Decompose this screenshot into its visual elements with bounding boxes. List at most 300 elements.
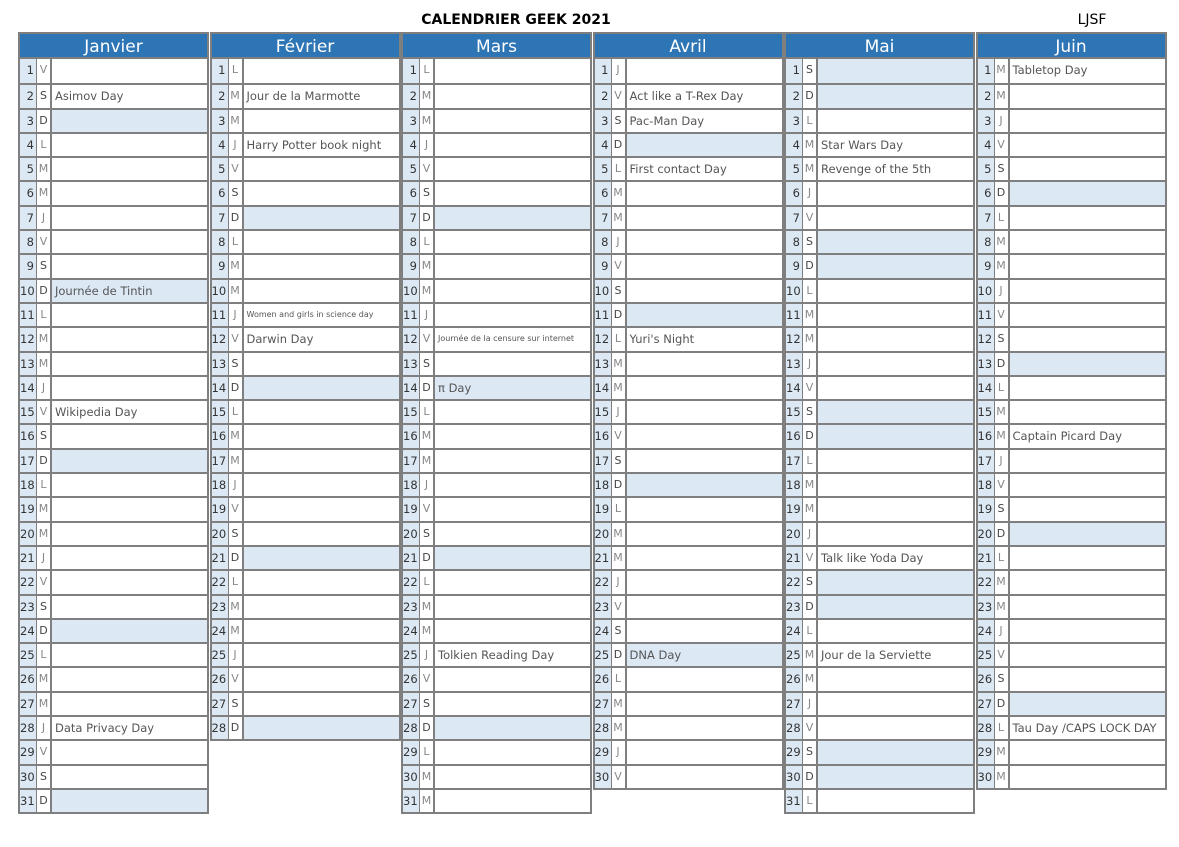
day-number: 8 bbox=[403, 231, 420, 253]
day-number: 28 bbox=[786, 717, 803, 739]
day-row[interactable] bbox=[786, 326, 973, 350]
day-row[interactable] bbox=[20, 496, 207, 520]
day-row[interactable] bbox=[403, 253, 590, 277]
day-row[interactable] bbox=[20, 472, 207, 496]
day-of-week: J bbox=[37, 207, 52, 229]
day-row[interactable] bbox=[786, 351, 973, 375]
day-row[interactable] bbox=[403, 156, 590, 180]
day-row[interactable] bbox=[20, 326, 207, 350]
day-row[interactable] bbox=[786, 545, 973, 569]
day-row[interactable] bbox=[403, 59, 590, 83]
day-number: 18 bbox=[20, 474, 37, 496]
day-number: 6 bbox=[595, 182, 612, 204]
day-of-week: S bbox=[420, 523, 435, 545]
day-number: 19 bbox=[786, 498, 803, 520]
day-row[interactable] bbox=[978, 253, 1165, 277]
day-row[interactable] bbox=[403, 423, 590, 447]
day-row[interactable] bbox=[595, 472, 782, 496]
day-row[interactable] bbox=[212, 666, 399, 690]
day-row[interactable] bbox=[978, 764, 1165, 788]
day-of-week: V bbox=[420, 158, 435, 180]
day-row[interactable] bbox=[786, 205, 973, 229]
day-row[interactable] bbox=[978, 594, 1165, 618]
day-row[interactable] bbox=[786, 253, 973, 277]
day-row[interactable] bbox=[595, 326, 782, 350]
day-row[interactable] bbox=[595, 521, 782, 545]
day-of-week: D bbox=[229, 207, 244, 229]
day-row[interactable] bbox=[786, 739, 973, 763]
day-number: 1 bbox=[978, 59, 995, 83]
day-event bbox=[52, 498, 207, 520]
day-row[interactable] bbox=[786, 715, 973, 739]
day-of-week: D bbox=[37, 280, 52, 302]
day-row[interactable] bbox=[212, 253, 399, 277]
day-number: 19 bbox=[403, 498, 420, 520]
day-of-week: D bbox=[229, 377, 244, 399]
day-of-week: S bbox=[37, 85, 52, 107]
day-row[interactable] bbox=[403, 594, 590, 618]
day-row[interactable] bbox=[786, 132, 973, 156]
day-event bbox=[1010, 110, 1165, 132]
day-row[interactable] bbox=[20, 691, 207, 715]
day-row[interactable] bbox=[595, 132, 782, 156]
day-row[interactable] bbox=[978, 739, 1165, 763]
day-number: 16 bbox=[20, 425, 37, 447]
day-row[interactable] bbox=[20, 302, 207, 326]
day-row[interactable] bbox=[212, 448, 399, 472]
day-number: 1 bbox=[786, 59, 803, 83]
day-row[interactable] bbox=[20, 229, 207, 253]
day-row[interactable] bbox=[212, 691, 399, 715]
day-of-week: J bbox=[229, 304, 244, 326]
day-event bbox=[1010, 668, 1165, 690]
day-row[interactable] bbox=[786, 423, 973, 447]
day-number: 5 bbox=[595, 158, 612, 180]
day-row[interactable] bbox=[20, 83, 207, 107]
day-of-week: J bbox=[37, 547, 52, 569]
day-row[interactable] bbox=[978, 326, 1165, 350]
day-row[interactable] bbox=[403, 448, 590, 472]
day-of-week: L bbox=[229, 571, 244, 593]
day-row[interactable] bbox=[786, 521, 973, 545]
day-of-week: M bbox=[37, 158, 52, 180]
day-row[interactable] bbox=[403, 375, 590, 399]
day-row[interactable] bbox=[403, 229, 590, 253]
day-row[interactable] bbox=[595, 496, 782, 520]
day-number: 22 bbox=[978, 571, 995, 593]
day-row[interactable] bbox=[403, 472, 590, 496]
day-row[interactable] bbox=[20, 205, 207, 229]
day-event bbox=[52, 766, 207, 788]
day-of-week: V bbox=[229, 498, 244, 520]
day-row[interactable] bbox=[403, 618, 590, 642]
day-row[interactable] bbox=[20, 59, 207, 83]
day-of-week: M bbox=[995, 766, 1010, 788]
day-of-week: S bbox=[803, 231, 818, 253]
day-row[interactable] bbox=[978, 521, 1165, 545]
day-row[interactable] bbox=[212, 132, 399, 156]
day-event bbox=[244, 231, 399, 253]
day-of-week: J bbox=[995, 620, 1010, 642]
day-number: 23 bbox=[978, 596, 995, 618]
day-row[interactable] bbox=[786, 472, 973, 496]
day-event bbox=[627, 401, 782, 423]
day-row[interactable] bbox=[212, 108, 399, 132]
day-of-week: L bbox=[420, 59, 435, 83]
day-row[interactable] bbox=[595, 764, 782, 788]
day-row[interactable] bbox=[978, 302, 1165, 326]
day-number: 5 bbox=[978, 158, 995, 180]
day-event bbox=[244, 571, 399, 593]
day-row[interactable] bbox=[978, 278, 1165, 302]
day-row[interactable] bbox=[978, 375, 1165, 399]
day-row[interactable] bbox=[978, 618, 1165, 642]
day-of-week: D bbox=[803, 596, 818, 618]
day-of-week: M bbox=[229, 255, 244, 277]
day-event bbox=[627, 425, 782, 447]
day-row[interactable] bbox=[403, 521, 590, 545]
day-row[interactable] bbox=[212, 229, 399, 253]
day-number: 26 bbox=[212, 668, 229, 690]
day-number: 6 bbox=[978, 182, 995, 204]
day-row[interactable] bbox=[20, 521, 207, 545]
day-of-week: D bbox=[37, 450, 52, 472]
day-row[interactable] bbox=[595, 423, 782, 447]
day-row[interactable] bbox=[595, 448, 782, 472]
day-row[interactable] bbox=[786, 691, 973, 715]
day-row[interactable] bbox=[20, 108, 207, 132]
day-number: 9 bbox=[20, 255, 37, 277]
day-row[interactable] bbox=[20, 278, 207, 302]
day-event bbox=[52, 693, 207, 715]
day-row[interactable] bbox=[403, 108, 590, 132]
day-number: 12 bbox=[978, 328, 995, 350]
day-event bbox=[435, 766, 590, 788]
day-event bbox=[627, 280, 782, 302]
day-of-week: V bbox=[995, 644, 1010, 666]
day-row[interactable] bbox=[786, 278, 973, 302]
day-row[interactable] bbox=[20, 375, 207, 399]
day-event bbox=[52, 255, 207, 277]
day-row[interactable] bbox=[978, 108, 1165, 132]
day-row[interactable] bbox=[20, 351, 207, 375]
day-row[interactable] bbox=[595, 156, 782, 180]
day-row[interactable] bbox=[786, 156, 973, 180]
day-row[interactable] bbox=[403, 496, 590, 520]
day-row[interactable] bbox=[212, 278, 399, 302]
day-row[interactable] bbox=[786, 399, 973, 423]
day-number: 19 bbox=[212, 498, 229, 520]
day-row[interactable] bbox=[212, 618, 399, 642]
day-of-week: L bbox=[803, 790, 818, 812]
day-number: 28 bbox=[978, 717, 995, 739]
day-number: 20 bbox=[212, 523, 229, 545]
day-row[interactable] bbox=[20, 715, 207, 739]
day-row[interactable] bbox=[786, 594, 973, 618]
day-event bbox=[52, 304, 207, 326]
day-event bbox=[1010, 280, 1165, 302]
day-row[interactable] bbox=[20, 666, 207, 690]
day-row[interactable] bbox=[212, 423, 399, 447]
day-row[interactable] bbox=[212, 156, 399, 180]
day-event bbox=[244, 377, 399, 399]
day-number: 15 bbox=[20, 401, 37, 423]
day-number: 6 bbox=[212, 182, 229, 204]
day-row[interactable] bbox=[20, 448, 207, 472]
day-row[interactable] bbox=[403, 351, 590, 375]
day-row[interactable] bbox=[403, 715, 590, 739]
day-row[interactable] bbox=[212, 521, 399, 545]
day-row[interactable] bbox=[212, 302, 399, 326]
day-number: 25 bbox=[978, 644, 995, 666]
day-event bbox=[1010, 766, 1165, 788]
day-row[interactable] bbox=[595, 83, 782, 107]
day-row[interactable] bbox=[20, 132, 207, 156]
day-row[interactable] bbox=[595, 666, 782, 690]
day-row[interactable] bbox=[403, 545, 590, 569]
day-event bbox=[1010, 255, 1165, 277]
day-of-week: J bbox=[612, 401, 627, 423]
day-row[interactable] bbox=[212, 83, 399, 107]
day-of-week: M bbox=[612, 693, 627, 715]
day-row[interactable] bbox=[20, 642, 207, 666]
day-of-week: S bbox=[612, 450, 627, 472]
day-event bbox=[818, 231, 973, 253]
day-number: 29 bbox=[786, 741, 803, 763]
day-number: 23 bbox=[212, 596, 229, 618]
day-row[interactable] bbox=[212, 326, 399, 350]
day-of-week: L bbox=[420, 401, 435, 423]
day-event: Revenge of the 5th bbox=[821, 162, 932, 177]
day-row[interactable] bbox=[403, 666, 590, 690]
day-row[interactable] bbox=[20, 618, 207, 642]
day-event bbox=[818, 377, 973, 399]
day-row[interactable] bbox=[595, 569, 782, 593]
day-row[interactable] bbox=[212, 496, 399, 520]
day-row[interactable] bbox=[978, 83, 1165, 107]
day-row[interactable] bbox=[978, 642, 1165, 666]
day-number: 24 bbox=[403, 620, 420, 642]
day-row[interactable] bbox=[595, 399, 782, 423]
day-row[interactable] bbox=[786, 59, 973, 83]
day-event bbox=[1010, 85, 1165, 107]
day-event bbox=[52, 571, 207, 593]
day-event bbox=[1010, 158, 1165, 180]
day-row[interactable] bbox=[212, 375, 399, 399]
day-event: Jour de la Serviette bbox=[821, 648, 932, 663]
day-row[interactable] bbox=[212, 569, 399, 593]
day-row[interactable] bbox=[403, 764, 590, 788]
day-row[interactable] bbox=[595, 59, 782, 83]
day-row[interactable] bbox=[403, 691, 590, 715]
day-row[interactable] bbox=[403, 569, 590, 593]
day-list bbox=[18, 59, 209, 814]
day-row[interactable] bbox=[595, 205, 782, 229]
day-row[interactable] bbox=[595, 229, 782, 253]
day-row[interactable] bbox=[595, 594, 782, 618]
day-number: 25 bbox=[786, 644, 803, 666]
day-row[interactable] bbox=[212, 642, 399, 666]
day-row[interactable] bbox=[20, 594, 207, 618]
day-row[interactable] bbox=[978, 399, 1165, 423]
day-of-week: M bbox=[803, 158, 818, 180]
day-row[interactable] bbox=[786, 666, 973, 690]
day-row[interactable] bbox=[403, 278, 590, 302]
day-row[interactable] bbox=[786, 180, 973, 204]
day-row[interactable] bbox=[212, 472, 399, 496]
day-row[interactable] bbox=[595, 108, 782, 132]
day-number: 7 bbox=[212, 207, 229, 229]
day-row[interactable] bbox=[978, 229, 1165, 253]
day-row[interactable] bbox=[978, 545, 1165, 569]
day-number: 8 bbox=[212, 231, 229, 253]
day-of-week: M bbox=[229, 110, 244, 132]
day-row[interactable] bbox=[595, 375, 782, 399]
day-row[interactable] bbox=[20, 788, 207, 812]
day-row[interactable] bbox=[786, 302, 973, 326]
day-event bbox=[1010, 377, 1165, 399]
day-row[interactable] bbox=[403, 326, 590, 350]
day-row[interactable] bbox=[595, 180, 782, 204]
day-row[interactable] bbox=[403, 205, 590, 229]
day-row[interactable] bbox=[595, 715, 782, 739]
day-row[interactable] bbox=[595, 545, 782, 569]
day-of-week: J bbox=[803, 182, 818, 204]
day-number: 25 bbox=[212, 644, 229, 666]
day-row[interactable] bbox=[20, 739, 207, 763]
day-of-week: V bbox=[37, 231, 52, 253]
day-row[interactable] bbox=[786, 229, 973, 253]
day-event: Talk like Yoda Day bbox=[821, 550, 924, 565]
day-of-week: D bbox=[995, 523, 1010, 545]
day-row[interactable] bbox=[20, 156, 207, 180]
day-row[interactable] bbox=[978, 448, 1165, 472]
day-event bbox=[435, 717, 590, 739]
day-row[interactable] bbox=[20, 423, 207, 447]
day-event: Tabletop Day bbox=[1012, 63, 1088, 77]
month-header: Avril bbox=[593, 32, 784, 59]
day-event bbox=[244, 280, 399, 302]
day-row[interactable] bbox=[595, 642, 782, 666]
day-row[interactable] bbox=[595, 253, 782, 277]
day-row[interactable] bbox=[595, 618, 782, 642]
day-row[interactable] bbox=[212, 205, 399, 229]
day-row[interactable] bbox=[978, 132, 1165, 156]
day-number: 4 bbox=[20, 134, 37, 156]
day-row[interactable] bbox=[212, 180, 399, 204]
day-event bbox=[244, 450, 399, 472]
day-row[interactable] bbox=[978, 496, 1165, 520]
day-row[interactable] bbox=[978, 351, 1165, 375]
day-row[interactable] bbox=[403, 788, 590, 812]
day-row[interactable] bbox=[978, 569, 1165, 593]
day-of-week: J bbox=[803, 353, 818, 375]
day-row[interactable] bbox=[403, 399, 590, 423]
day-row[interactable] bbox=[786, 569, 973, 593]
day-of-week: S bbox=[995, 158, 1010, 180]
day-row[interactable] bbox=[403, 180, 590, 204]
day-row[interactable] bbox=[595, 739, 782, 763]
day-row[interactable] bbox=[403, 302, 590, 326]
day-number: 7 bbox=[786, 207, 803, 229]
day-of-week: M bbox=[803, 304, 818, 326]
day-number: 23 bbox=[595, 596, 612, 618]
day-row[interactable] bbox=[978, 180, 1165, 204]
day-row[interactable] bbox=[212, 594, 399, 618]
day-of-week: V bbox=[612, 425, 627, 447]
day-event bbox=[1010, 328, 1165, 350]
day-row[interactable] bbox=[20, 545, 207, 569]
day-row[interactable] bbox=[212, 351, 399, 375]
day-of-week: J bbox=[995, 110, 1010, 132]
day-row[interactable] bbox=[978, 59, 1165, 83]
day-row[interactable] bbox=[786, 448, 973, 472]
day-event bbox=[627, 523, 782, 545]
day-row[interactable] bbox=[978, 472, 1165, 496]
day-row[interactable] bbox=[212, 715, 399, 739]
day-row[interactable] bbox=[978, 691, 1165, 715]
day-row[interactable] bbox=[595, 351, 782, 375]
day-row[interactable] bbox=[403, 642, 590, 666]
day-row[interactable] bbox=[403, 132, 590, 156]
day-row[interactable] bbox=[786, 108, 973, 132]
day-row[interactable] bbox=[786, 788, 973, 812]
day-number: 13 bbox=[786, 353, 803, 375]
day-of-week: L bbox=[803, 110, 818, 132]
day-row[interactable] bbox=[978, 715, 1165, 739]
day-event: Jour de la Marmotte bbox=[246, 89, 361, 104]
day-row[interactable] bbox=[978, 156, 1165, 180]
day-row[interactable] bbox=[212, 545, 399, 569]
day-number: 11 bbox=[786, 304, 803, 326]
day-row[interactable] bbox=[595, 302, 782, 326]
day-list bbox=[210, 59, 401, 741]
day-row[interactable] bbox=[20, 180, 207, 204]
day-row[interactable] bbox=[786, 83, 973, 107]
day-row[interactable] bbox=[978, 666, 1165, 690]
day-row[interactable] bbox=[20, 569, 207, 593]
day-of-week: L bbox=[420, 231, 435, 253]
day-event bbox=[435, 596, 590, 618]
day-of-week: M bbox=[229, 280, 244, 302]
day-row[interactable] bbox=[786, 375, 973, 399]
day-of-week: M bbox=[995, 571, 1010, 593]
day-row[interactable] bbox=[403, 739, 590, 763]
day-row[interactable] bbox=[786, 618, 973, 642]
day-event bbox=[52, 353, 207, 375]
day-row[interactable] bbox=[595, 691, 782, 715]
day-row[interactable] bbox=[978, 205, 1165, 229]
day-event bbox=[627, 134, 782, 156]
day-row[interactable] bbox=[786, 764, 973, 788]
day-row[interactable] bbox=[20, 764, 207, 788]
day-row[interactable] bbox=[595, 278, 782, 302]
day-of-week: M bbox=[995, 59, 1010, 83]
day-event bbox=[818, 523, 973, 545]
day-event bbox=[435, 450, 590, 472]
day-row[interactable] bbox=[403, 83, 590, 107]
day-row[interactable] bbox=[212, 399, 399, 423]
day-row[interactable] bbox=[978, 423, 1165, 447]
day-row[interactable] bbox=[212, 59, 399, 83]
day-number: 11 bbox=[212, 304, 229, 326]
day-event bbox=[1010, 231, 1165, 253]
day-row[interactable] bbox=[20, 399, 207, 423]
day-row[interactable] bbox=[786, 642, 973, 666]
day-of-week: L bbox=[995, 717, 1010, 739]
day-row[interactable] bbox=[20, 253, 207, 277]
day-row[interactable] bbox=[786, 496, 973, 520]
